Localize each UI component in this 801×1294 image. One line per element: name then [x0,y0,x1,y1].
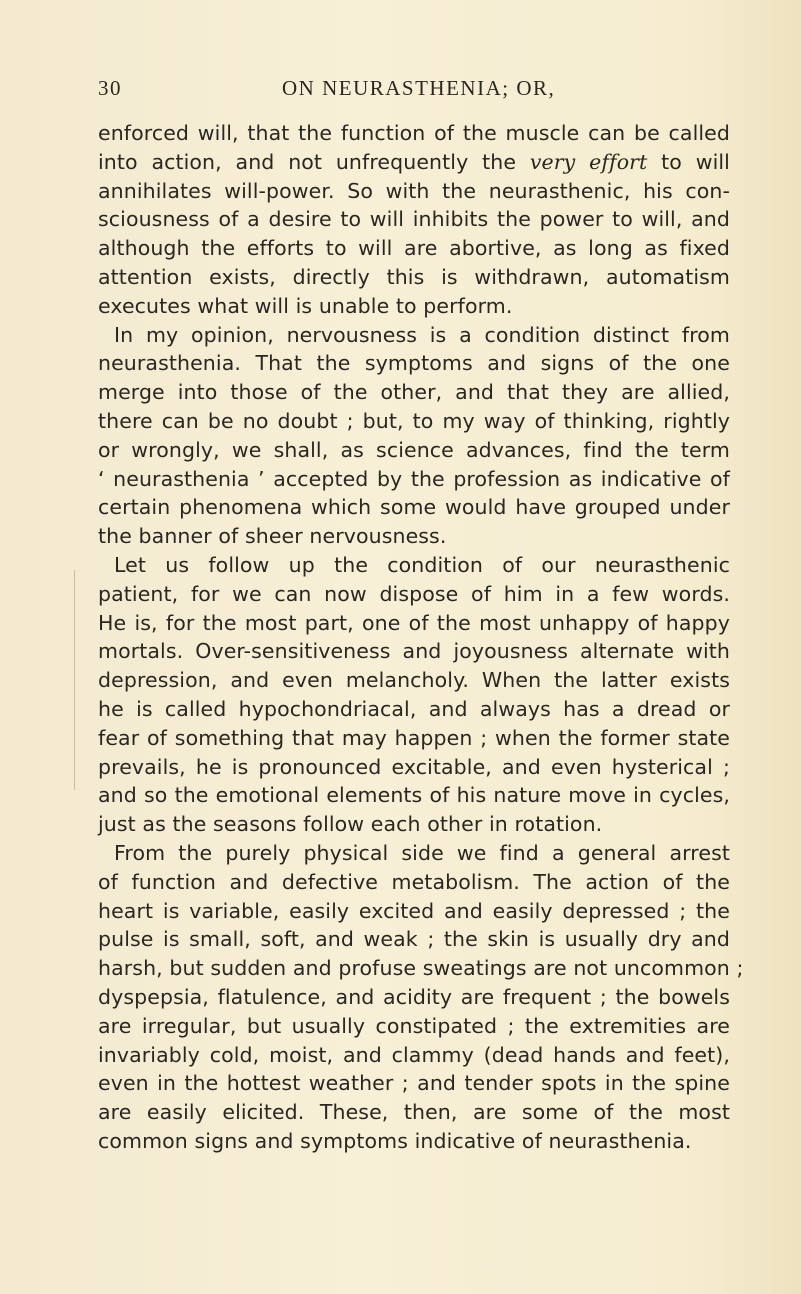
paragraph [98,321,730,551]
text-line: he is called hypochondriacal, and always has a dread or [98,696,730,721]
text-line: ‘ neurasthenia ’ accepted by the profession as indicative of [98,466,730,491]
text-line: fear of something that may happen ; when the former state [98,725,730,750]
text-line: invariably cold, moist, and clammy (dead hands and feet), [98,1042,730,1067]
text-line: are irregular, but usually constipated ; the extremities are [98,1013,730,1038]
text-line: dyspepsia, flatulence, and acidity are frequent ; the bowels [98,984,730,1009]
text-line: annihilates will-power. So with the neurasthenic, his con- [98,178,730,203]
text-line: mortals. Over-sensitiveness and joyousness alternate with [98,639,730,664]
text-line: even in the hottest weather ; and tender spots in the spine [98,1071,730,1096]
text-line: enforced will, that the function of the muscle can be called [98,121,730,145]
text-line: there can be no doubt ; but, to my way of thinking, rightly [98,408,730,433]
text-line: In my opinion, nervousness is a condition distinct from [114,322,730,347]
running-head [98,76,718,106]
text-line: or wrongly, we shall, as science advances, find the term [98,437,730,462]
text-line: depression, and even melancholy. When the latter exists [98,668,730,693]
paragraph [98,551,730,839]
text-line: and so the emotional elements of his nature move in cycles, [98,783,730,808]
text-line: common signs and symptoms indicative of neurasthenia. [98,1128,692,1153]
text-line: of function and defective metabolism. The action of the [98,869,730,894]
text-line: From the purely physical side we find a general arrest [114,840,730,865]
text-line: neurasthenia. That the symptoms and signs of the one [98,351,730,376]
paragraph [98,839,744,1156]
text-line: sciousness of a desire to will inhibits the power to will, and [98,207,730,232]
text-line: the banner of sheer nervousness. [98,524,447,549]
text-line: just as the seasons follow each other in rotation. [98,812,603,837]
text-line: heart is variable, easily excited and easily depressed ; the [98,898,730,923]
text-line: executes what will is unable to perform. [98,293,513,318]
paragraph [98,119,730,321]
text-line: merge into those of the other, and that they are allied, [98,380,730,405]
page-number: 30 [98,76,122,100]
italic-text: very effort [529,149,648,174]
text-line: pulse is small, soft, and weak ; the skin is usually dry and [98,927,730,952]
text-line: patient, for we can now dispose of him in a few words. [98,581,730,606]
text-line: prevails, he is pronounced excitable, and even hysterical ; [98,754,730,779]
text-line: Let us follow up the condition of our neurasthenic [114,552,730,577]
text-line: He is, for the most part, one of the most unhappy of happy [98,610,730,635]
body-text [98,119,744,1156]
text-line: certain phenomena which some would have grouped under [98,495,730,520]
text-line: are easily elicited. These, then, are some of the most [98,1100,730,1125]
text-line: attention exists, directly this is withdrawn, automatism [98,264,730,289]
text-line: although the efforts to will are abortive, as long as fixed [98,236,730,261]
text-line: harsh, but sudden and profuse sweatings are not uncommon ; [98,956,744,981]
text-line: into action, and not unfrequently the very effort to will [98,149,730,174]
running-title: ON NEURASTHENIA; OR, [282,76,556,100]
margin-pencil-mark [74,570,75,790]
